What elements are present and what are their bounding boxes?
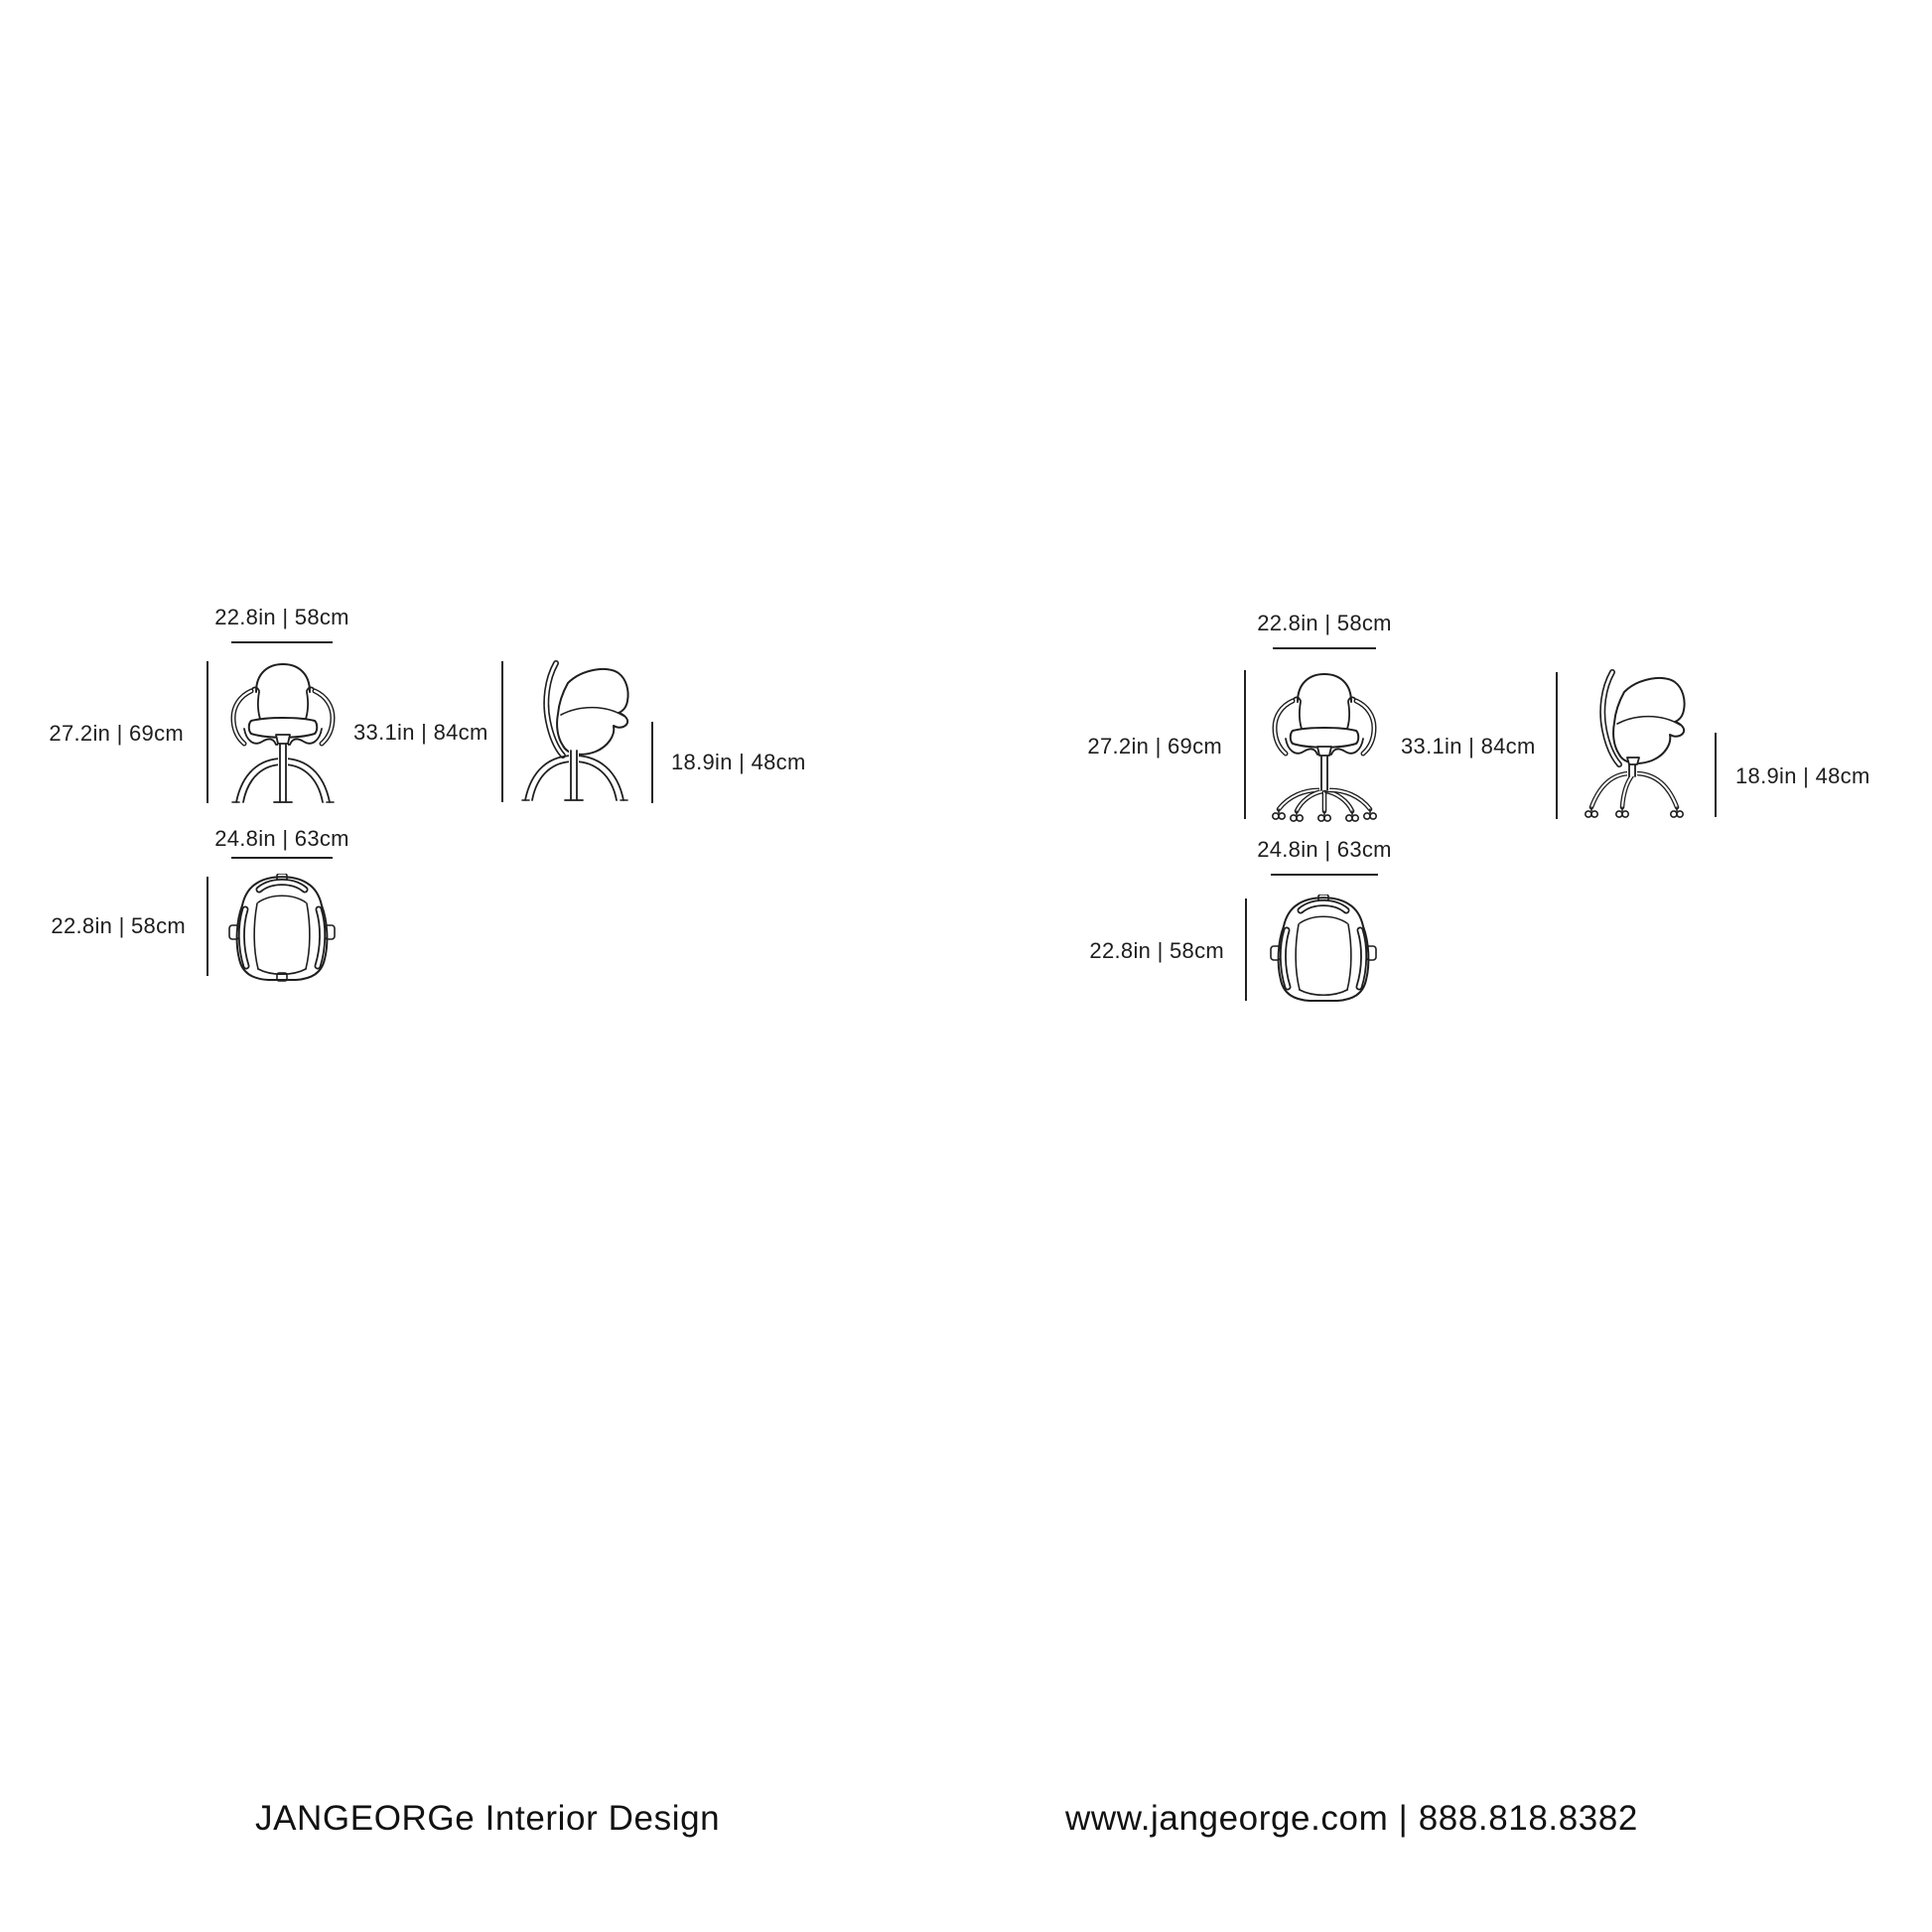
- caster-front-width-line: [1273, 647, 1376, 649]
- swivel-seat-height-label: 18.9in | 48cm: [671, 750, 806, 774]
- swivel-top-view-drawing: [225, 874, 339, 983]
- swivel-back-height-label: 27.2in | 69cm: [49, 721, 184, 746]
- caster-top-width-line: [1245, 898, 1247, 1001]
- swivel-back-height-line: [207, 661, 208, 803]
- caster-seat-height-line: [1715, 733, 1717, 817]
- swivel-top-width-line: [207, 877, 208, 976]
- swivel-front-width-label: 22.8in | 58cm: [214, 605, 349, 629]
- swivel-depth-label: 24.8in | 63cm: [214, 826, 349, 851]
- swivel-seat-height-line: [651, 722, 653, 803]
- swivel-top-width-label: 22.8in | 58cm: [51, 913, 186, 938]
- caster-depth-line: [1271, 874, 1378, 876]
- caster-top-view-drawing: [1267, 895, 1380, 1004]
- caster-back-height-line: [1244, 670, 1246, 819]
- caster-front-view-drawing: [1269, 671, 1380, 824]
- swivel-side-view-drawing: [520, 659, 631, 802]
- swivel-depth-line: [231, 857, 333, 859]
- caster-front-width-label: 22.8in | 58cm: [1257, 611, 1392, 635]
- caster-top-width-label: 22.8in | 58cm: [1089, 938, 1224, 963]
- brand-name: JANGEORGe Interior Design: [255, 1799, 721, 1838]
- swivel-front-width-line: [231, 641, 333, 643]
- caster-total-height-label: 33.1in | 84cm: [1401, 734, 1536, 759]
- swivel-total-height-label: 33.1in | 84cm: [353, 720, 488, 745]
- caster-depth-label: 24.8in | 63cm: [1257, 837, 1392, 862]
- caster-side-view-drawing: [1577, 668, 1690, 821]
- website-phone: www.jangeorge.com | 888.818.8382: [1065, 1799, 1638, 1838]
- swivel-total-height-line: [501, 661, 503, 802]
- swivel-front-view-drawing: [227, 661, 339, 805]
- caster-seat-height-label: 18.9in | 48cm: [1735, 763, 1870, 788]
- caster-back-height-label: 27.2in | 69cm: [1087, 734, 1222, 759]
- caster-total-height-line: [1556, 672, 1558, 819]
